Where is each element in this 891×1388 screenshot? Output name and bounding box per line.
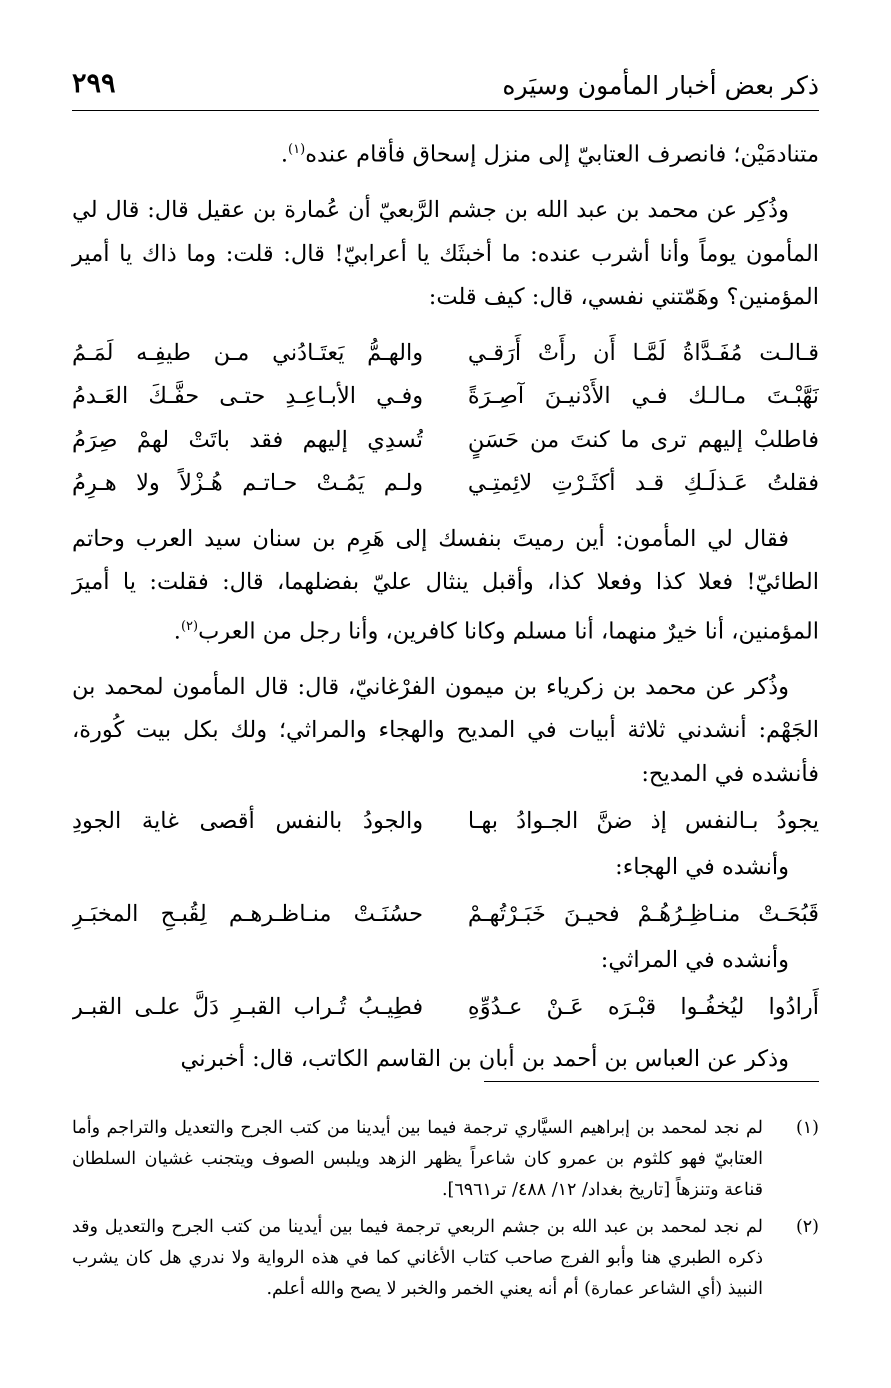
- verse-line: [72, 375, 819, 419]
- running-header: [72, 58, 819, 111]
- verse-second-hemistich: والجودُ بالنفس أقصى غاية الجودِ: [72, 808, 424, 834]
- footnote-ref: (١): [288, 142, 306, 157]
- verse-first-hemistich: فقلتُ عَـذلَـكِ قـد أكثَـرْتِ لائِمتِـي: [467, 470, 819, 496]
- verse-line: [72, 419, 819, 463]
- verse-second-hemistich: حسُنَـتْ منـاظـرهـم لِقُبـحِ المخبَـرِ: [72, 901, 424, 927]
- footnotes: [72, 1113, 819, 1311]
- paragraph-end: .: [173, 618, 181, 644]
- verse-first-hemistich: نَهَّبْـتَ مـالـك فـي الأَدْنيـنَ آصِـرَةً: [467, 383, 819, 409]
- verse-hija: [72, 893, 819, 937]
- verse-first-hemistich: يجودُ بـالنفس إذ ضنَّ الجـوادُ بهـا: [467, 808, 819, 834]
- verse-second-hemistich: ولـم يَمُـتْ حـاتـم هُـزْلاً ولا هـرِمُ: [72, 470, 424, 496]
- footnote-separator: [484, 1081, 819, 1082]
- footnote-number: (٢): [795, 1217, 819, 1237]
- paragraph: وذُكِر عن محمد بن عبد الله بن جشم الرَّبعيّ أن عُمارة بن عقيل قال: قال لي المأمون يوماً وأنا أشرب عنده: ما أخبثَك يا أعرابيّ! قال: قلت: وما ذاك يا أمير المؤمنين؟ وهَمّتني نفسي، قال: كيف قلت:: [72, 197, 819, 310]
- verse-second-hemistich: وفـي الأبـاعِـدِ حتـى حفَّـكَ العَـدمُ: [72, 383, 424, 409]
- paragraph-end: .: [280, 141, 289, 168]
- paragraph: وذُكر عن محمد بن زكرياء بن ميمون الفرْغانيّ، قال: قال المأمون لمحمد بن الجَهْم: أنشدني ثلاثة أبيات في المديح والهجاء والمراثي؛ ولك بكل بيت كُورة، فأنشده في المديح:: [72, 673, 819, 787]
- paragraph-text: فقال لي المأمون: أين رميتَ بنفسك إلى هَرِم بن سنان سيد العرب وحاتم الطائيّ! فعلا كذا وفعلا كذا، وأقبل ينثال عليّ بفضلهما، قال: فقلت: يا أميرَ المؤمنين، أنا خيرٌ منهما، أنا مسلم وكانا كافرين، وأنا رجل من العرب: [72, 525, 819, 644]
- footnote-ref: (٢): [180, 618, 199, 634]
- verse-rithaa: [72, 986, 819, 1030]
- poem: [72, 332, 819, 506]
- verse-second-hemistich: فطِيـبُ تُـراب القبـرِ دَلَّ علـى القبـر: [72, 994, 424, 1020]
- verse-first-hemistich: أَرادُوا ليُخفُـوا قبْـرَه عَـنْ عـدُوِّهِ: [467, 994, 819, 1020]
- main-text: [72, 128, 819, 1093]
- footnote-number: (١): [795, 1118, 819, 1138]
- footnote-text: لم نجد لمحمد بن عبد الله بن جشم الربعي ترجمة فيما بين أيدينا من كتب الجرح والتعديل وقد ذكره الطبري هنا وأبو الفرج صاحب كتاب الأغاني كما في هذه الرواية ولا ندري هل كان يشرب النبيذ (أي الشاعر عمارة) أم أنه يعني الخمر والخبر لا يصح والله أعلم.: [72, 1217, 763, 1299]
- verse-first-hemistich: قـالـت مُفَـدَّاةُ لَمَّـا أَن رأَتْ أَرَقـي: [467, 339, 819, 366]
- verse-first-hemistich: فاطلبْ إليهم ترى ما كنتَ من حَسَنٍ: [467, 426, 819, 453]
- verse-line: [72, 332, 819, 376]
- verse-first-hemistich: قَبُحَـتْ منـاظِـرُهُـمْ فحيـنَ خَبَـرْتُهـمْ: [467, 901, 819, 927]
- verse-second-hemistich: والهـمُّ يَعتَـادُني مـن طيفِـه لَمَـمُ: [72, 339, 424, 366]
- paragraph: [72, 518, 819, 654]
- paragraph-text: متنادمَيْن؛ فانصرف العتابيّ إلى منزل إسحاق فأقام عنده: [305, 141, 819, 168]
- footnote: [72, 1212, 819, 1305]
- verse-intro: وأنشده في المراثي:: [600, 946, 789, 973]
- running-title: ذكر بعض أخبار المأمون وسيَره: [502, 71, 819, 100]
- paragraph: [72, 128, 819, 177]
- verse-intro: وأنشده في الهجاء:: [615, 853, 789, 880]
- footnote-text: لم نجد لمحمد بن إبراهيم السيَّاري ترجمة فيما بين أيدينا من كتب الجرح والتعديل والتراجم وأما العتابيّ فهو كلثوم بن عمرو كان شاعراً يظهر الزهد ويلبس الصوف ويتجنب غشيان السلطان قناعة وتنزهاً [تاريخ بغداد/ ١٢/ ٤٨٨/ تر٦٩٦١].: [72, 1118, 763, 1200]
- paragraph: وذكر عن العباس بن أحمد بن أبان بن القاسم الكاتب، قال: أخبرني: [180, 1045, 789, 1072]
- verse-line: [72, 462, 819, 506]
- verse-second-hemistich: تُسدِي إليهم فقد باتَتْ لهمْ صِرَمُ: [72, 426, 424, 453]
- page-number: ٢٩٩: [72, 68, 116, 99]
- verse-madih: [72, 800, 819, 844]
- footnote: [72, 1113, 819, 1206]
